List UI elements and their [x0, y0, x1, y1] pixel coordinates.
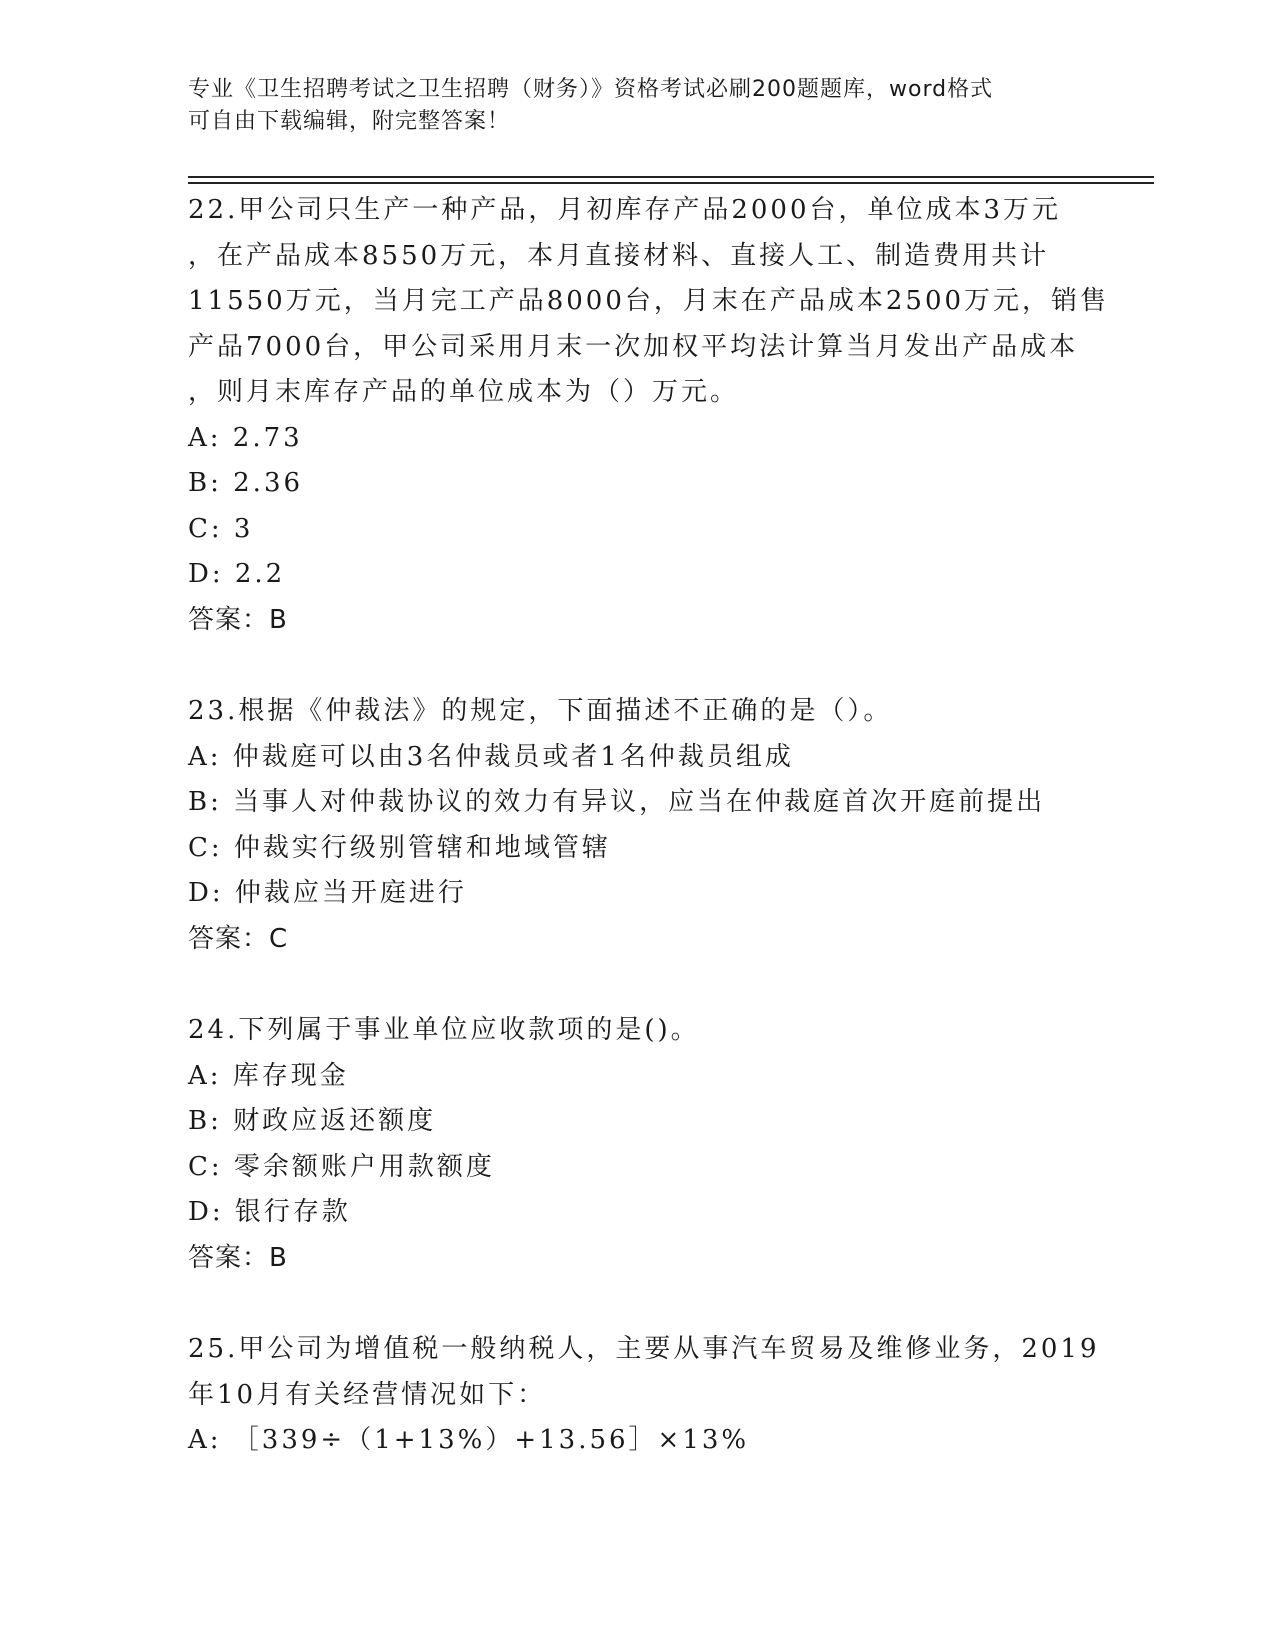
question-list: [188, 188, 1108, 1464]
question-stem-line: 23.根据《仲裁法》的规定，下面描述不正确的是（）。: [188, 696, 893, 726]
option-c: C: 零余额账户用款额度: [188, 1151, 495, 1182]
option-b: B: 当事人对仲裁协议的效力有异议，应当在仲裁庭首次开庭前提出: [188, 787, 1046, 817]
option-a: A: 2.73: [188, 422, 303, 453]
header-line-1: 专业《卫生招聘考试之卫生招聘（财务）》资格考试必刷200题题库，word格式: [188, 77, 994, 102]
question-23: [188, 689, 1108, 962]
question-stem-line: 年10月有关经营情况如下：: [188, 1379, 547, 1410]
option-c: C: 3: [188, 513, 254, 544]
question-stem-line: 24.下列属于事业单位应收款项的是()。: [188, 1015, 700, 1045]
option-a: A: ［339÷（1+13%）+13.56］×13%: [188, 1425, 750, 1455]
option-c: C: 仲裁实行级别管辖和地域管辖: [188, 832, 611, 863]
spacer: [188, 962, 1108, 1008]
option-a: A: 库存现金: [188, 1060, 349, 1091]
spacer: [188, 1281, 1108, 1327]
question-25: [188, 1327, 1108, 1464]
question-stem-line: ，在产品成本8550万元，本月直接材料、直接人工、制造费用共计: [188, 240, 1050, 271]
header-divider-bottom: [188, 182, 1154, 184]
question-24: [188, 1008, 1108, 1281]
option-d: D: 仲裁应当开庭进行: [188, 878, 467, 908]
answer-label: 答案：B: [188, 1242, 288, 1273]
question-22: [188, 188, 1108, 643]
header-divider-top: [188, 176, 1154, 178]
document-header: [188, 74, 1068, 138]
option-d: D: 2.2: [188, 559, 286, 589]
option-d: D: 银行存款: [188, 1197, 351, 1227]
answer-label: 答案：C: [188, 923, 289, 954]
question-stem-line: 产品7000台，甲公司采用月末一次加权平均法计算当月发出产品成本: [188, 331, 1079, 362]
answer-label: 答案：B: [188, 604, 288, 635]
option-b: B: 财政应返还额度: [188, 1106, 437, 1136]
question-stem-line: 25.甲公司为增值税一般纳税人，主要从事汽车贸易及维修业务，2019: [188, 1334, 1100, 1364]
question-stem-line: 22.甲公司只生产一种产品，月初库存产品2000台，单位成本3万元: [188, 195, 1062, 225]
question-stem-line: 11550万元，当月完工产品8000台，月末在产品成本2500万元，销售: [188, 286, 1110, 316]
option-b: B: 2.36: [188, 468, 304, 498]
option-a: A: 仲裁庭可以由3名仲裁员或者1名仲裁员组成: [188, 741, 794, 772]
header-line-2: 可自由下载编辑，附完整答案！: [188, 109, 511, 134]
spacer: [188, 643, 1108, 689]
question-stem-line: ，则月末库存产品的单位成本为（）万元。: [188, 377, 740, 407]
